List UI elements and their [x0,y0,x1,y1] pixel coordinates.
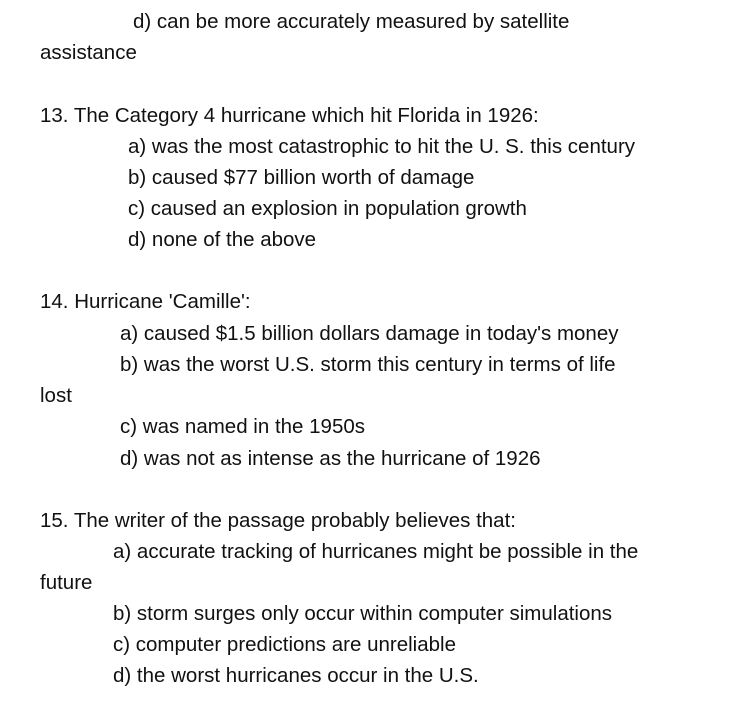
q13-option-d: d) none of the above [128,228,317,251]
q12-option-d: d) can be more accurately measured by satellite [133,10,570,33]
q15-option-a-wrap: future [40,571,93,594]
q14-option-a: a) caused $1.5 billion dollars damage in today's money [120,322,619,345]
q13-option-b: b) caused $77 billion worth of damage [128,166,475,189]
q14-option-b: b) was the worst U.S. storm this century in terms of life [120,353,616,376]
q12-option-d-wrap: assistance [40,41,137,64]
q15-option-c: c) computer predictions are unreliable [113,633,456,656]
q14-option-d: d) was not as intense as the hurricane of 1926 [120,447,541,470]
q14-question: 14. Hurricane 'Camille': [40,290,251,313]
q13-option-c: c) caused an explosion in population growth [128,197,527,220]
q15-option-d: d) the worst hurricanes occur in the U.S. [113,664,479,687]
q14-option-b-wrap: lost [40,384,72,407]
q15-option-b: b) storm surges only occur within computer simulations [113,602,613,625]
q14-option-c: c) was named in the 1950s [120,415,365,438]
q15-question: 15. The writer of the passage probably believes that: [40,509,516,532]
q13-option-a: a) was the most catastrophic to hit the U. S. this century [128,135,636,158]
q15-option-a: a) accurate tracking of hurricanes might be possible in the [113,540,639,563]
q13-question: 13. The Category 4 hurricane which hit Florida in 1926: [40,104,539,127]
